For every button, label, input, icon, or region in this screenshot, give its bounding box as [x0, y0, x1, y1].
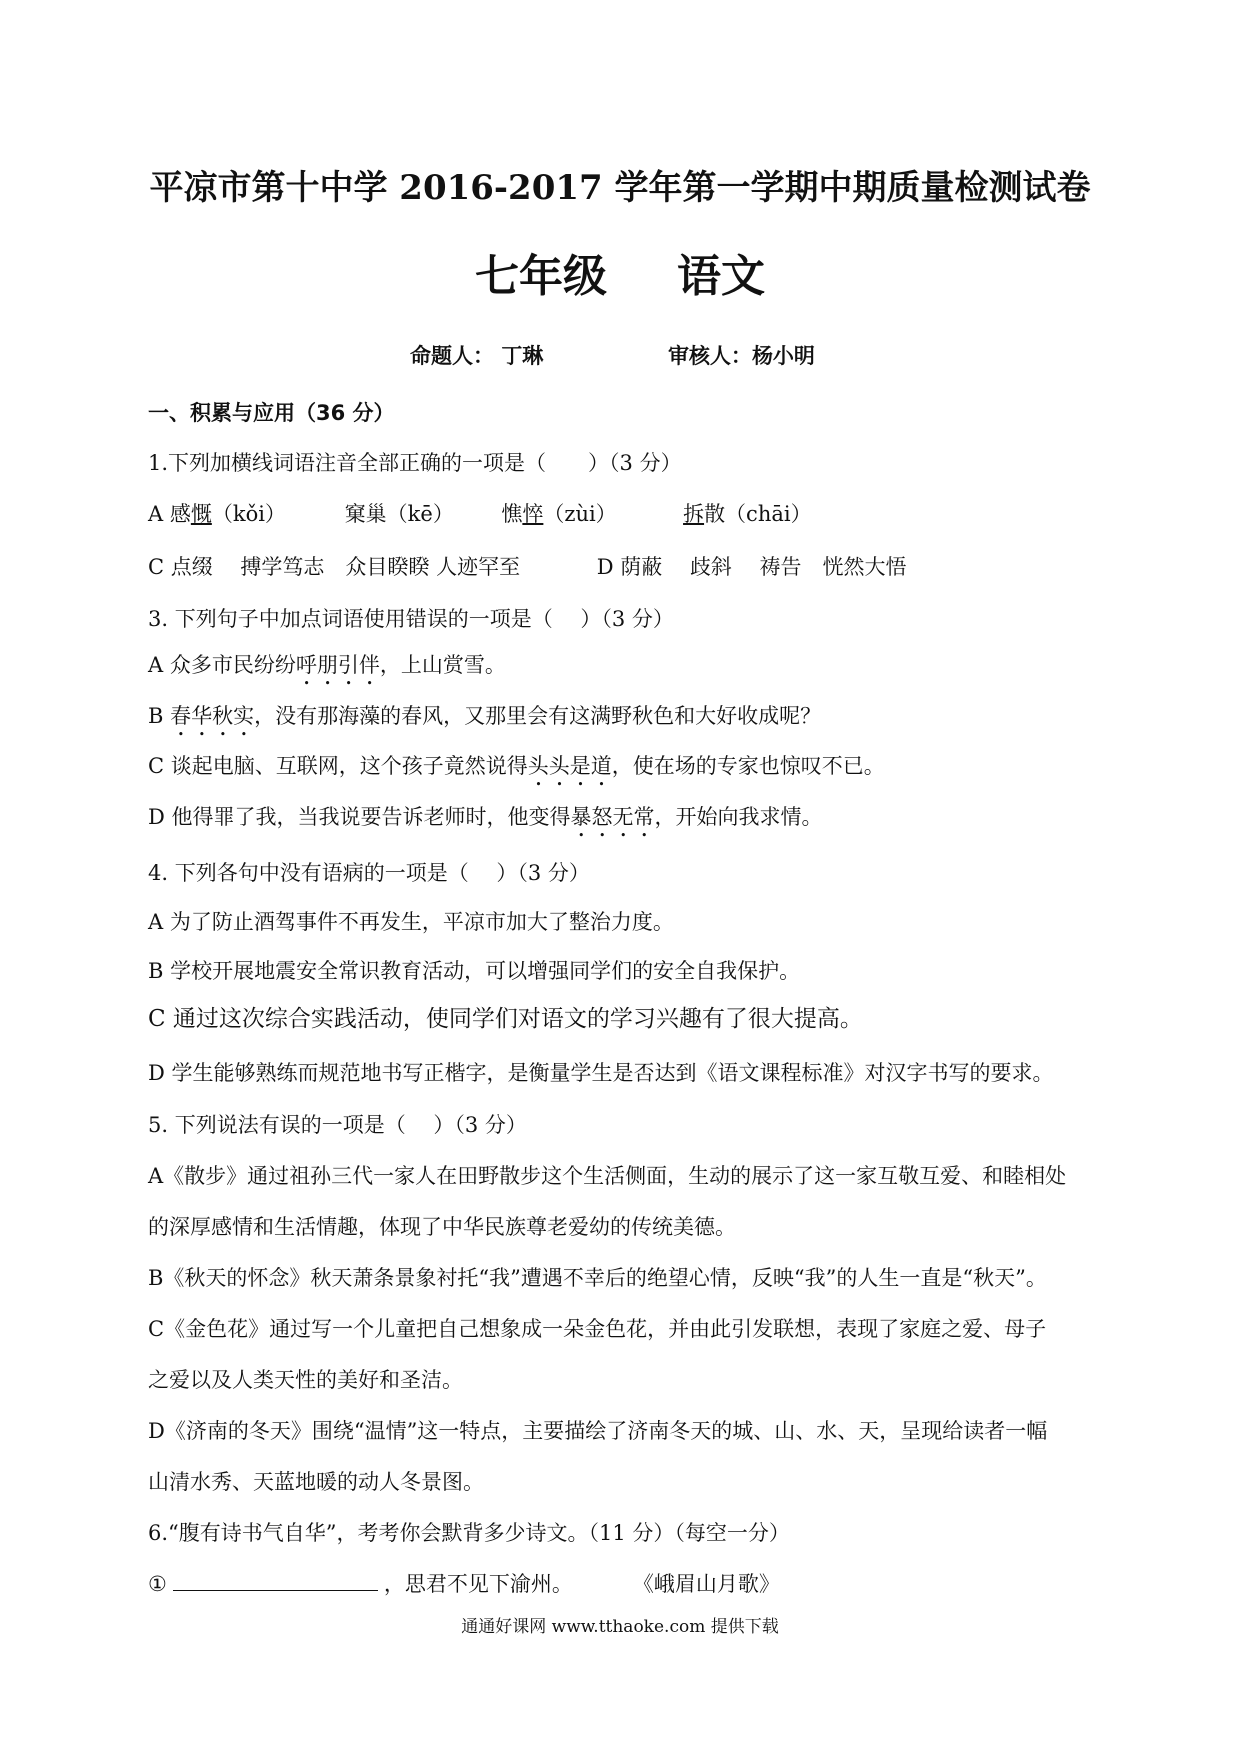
q6-item-1-number: ① [148, 1572, 167, 1596]
grade-label: 七年级 [475, 251, 607, 302]
exam-title: 平凉市第十中学 2016-2017 学年第一学期中期质量检测试卷 [149, 168, 1091, 208]
subject-label: 语文 [677, 251, 765, 302]
q4-option-b: B 学校开展地震安全常识教育活动，可以增强同学们的安全自我保护。 [148, 959, 801, 983]
q1-option-b: 窠巢（kē） [344, 502, 454, 526]
question-2-options [148, 551, 907, 581]
question-1-options [148, 498, 812, 528]
question-3-stem: 3. 下列句子中加点词语使用错误的一项是（ ）（3 分） [148, 607, 674, 631]
q3-option-c: C 谈起电脑、互联网，这个孩子竟然说得头头是道，使在场的专家也惊叹不已。 [148, 754, 885, 778]
q5-option-d-line2: 山清水秀、天蓝地暖的动人冬景图。 [148, 1470, 484, 1494]
q1-option-a: A 感慨（kǒi） [148, 502, 286, 526]
q5-option-c-line1: C《金色花》通过写一个儿童把自己想象成一朵金色花，并由此引发联想，表现了家庭之爱、母子 [148, 1317, 1047, 1341]
q2-option-c: C 点缀 搏学笃志 众目睽睽 人迹罕至 [148, 555, 521, 579]
q3-option-a: A 众多市民纷纷呼朋引伴，上山赏雪。 [148, 653, 506, 677]
question-4-stem: 4. 下列各句中没有语病的一项是（ ）（3 分） [148, 861, 590, 885]
footer-text: 通通好课网 www.tthaoke.com 提供下载 [461, 1617, 779, 1637]
section-heading: 一、积累与应用（36 分） [148, 401, 395, 425]
q6-item-1 [148, 1568, 780, 1598]
q5-option-b: B《秋天的怀念》秋天萧条景象衬托“我”遭遇不幸后的绝望心情，反映“我”的人生一直是“秋天”。 [148, 1266, 1047, 1290]
q4-option-a: A 为了防止酒驾事件不再发生，平凉市加大了整治力度。 [148, 910, 674, 934]
q5-option-a-line2: 的深厚感情和生活情趣，体现了中华民族尊老爱幼的传统美德。 [148, 1215, 736, 1239]
q6-item-1-source: 《峨眉山月歌》 [632, 1572, 780, 1596]
author-name: 丁琳 [501, 344, 544, 368]
q5-option-c-line2: 之爱以及人类天性的美好和圣洁。 [148, 1368, 463, 1392]
question-6-stem: 6.“腹有诗书气自华”，考考你会默背多少诗文。（11 分）（每空一分） [148, 1521, 790, 1545]
q1-option-c: 憔悴（zùi） [501, 502, 617, 526]
reviewer-label: 审核人： [667, 344, 752, 368]
fill-blank-1[interactable] [173, 1570, 378, 1591]
q1-option-d: 拆散（chāi） [683, 502, 812, 526]
grade-subject [0, 240, 1240, 304]
reviewer-name: 杨小明 [751, 344, 815, 368]
question-1-stem: 1.下列加横线词语注音全部正确的一项是（ ）（3 分） [148, 451, 682, 475]
q4-option-d: D 学生能够熟练而规范地书写正楷字，是衡量学生是否达到《语文课程标准》对汉字书写的要求。 [148, 1061, 1054, 1085]
q2-option-d: D 荫蔽 歧斜 祷告 恍然大悟 [596, 555, 907, 579]
q5-option-d-line1: D《济南的冬天》围绕“温情”这一特点，主要描绘了济南冬天的城、山、水、天，呈现给读者一幅 [148, 1419, 1048, 1443]
q4-option-c: C 通过这次综合实践活动，使同学们对语文的学习兴趣有了很大提高。 [148, 1006, 863, 1032]
question-5-stem: 5. 下列说法有误的一项是（ ）（3 分） [148, 1113, 527, 1137]
q3-option-d: D 他得罪了我，当我说要告诉老师时，他变得暴怒无常，开始向我求情。 [148, 805, 823, 829]
q3-option-b: B 春华秋实，没有那海藻的春风，又那里会有这满野秋色和大好收成呢？ [148, 704, 822, 728]
q5-option-a-line1: A《散步》通过祖孙三代一家人在田野散步这个生活侧面，生动的展示了这一家互敬互爱、和睦相处 [148, 1164, 1067, 1188]
author-line [410, 340, 815, 370]
author-label: 命题人： [410, 344, 494, 368]
q6-item-1-text: ，思君不见下渝州。 [383, 1572, 573, 1596]
